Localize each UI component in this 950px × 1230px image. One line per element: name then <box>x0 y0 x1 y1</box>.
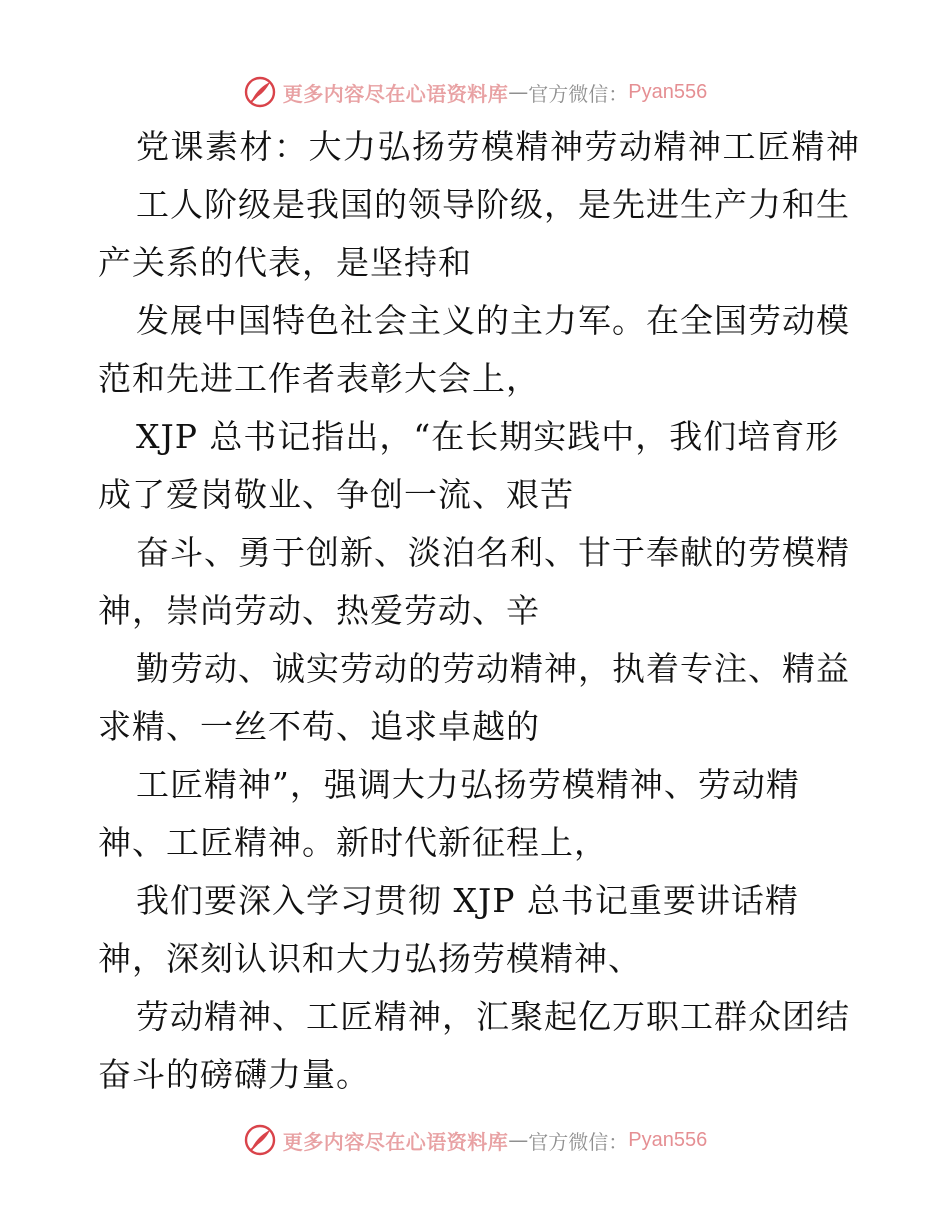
text-line: 勤劳动、诚实劳动的劳动精神，执着专注、精益 <box>136 649 850 688</box>
document-body <box>98 118 861 1104</box>
header-banner <box>0 72 950 112</box>
text-line: 求精、一丝不苟、追求卓越的 <box>98 707 540 746</box>
quill-logo-icon <box>243 75 277 109</box>
text-line: XJP 总书记指出，“在长期实践中，我们培育形 <box>136 417 840 456</box>
banner-main-text: 更多内容尽在心语资料库 <box>282 1129 509 1154</box>
text-line: 我们要深入学习贯彻 XJP 总书记重要讲话精 <box>136 881 799 920</box>
text-line: 神，深刻认识和大力弘扬劳模精神、 <box>98 939 642 978</box>
text-line: 产关系的代表，是坚持和 <box>98 243 472 282</box>
banner-separator: — <box>508 1128 529 1152</box>
text-line: 工匠精神”，强调大力弘扬劳模精神、劳动精 <box>136 765 800 804</box>
document-title: 党课素材：大力弘扬劳模精神劳动精神工匠精神 <box>136 127 861 166</box>
banner-wechat-id: Pyan556 <box>628 80 708 103</box>
banner-wechat-id: Pyan556 <box>628 1128 708 1151</box>
banner-wechat-label: 官方微信： <box>528 81 629 106</box>
banner-wechat-label: 官方微信： <box>528 1129 629 1154</box>
footer-banner <box>0 1120 950 1160</box>
text-line: 劳动精神、工匠精神，汇聚起亿万职工群众团结 <box>136 997 850 1036</box>
text-line: 奋斗的磅礴力量。 <box>98 1055 370 1094</box>
text-line: 成了爱岗敬业、争创一流、艰苦 <box>98 475 574 514</box>
text-line: 范和先进工作者表彰大会上， <box>98 359 540 398</box>
banner-separator: — <box>508 80 529 104</box>
text-line: 神，崇尚劳动、热爱劳动、辛 <box>98 591 540 630</box>
text-line: 工人阶级是我国的领导阶级，是先进生产力和生 <box>136 185 850 224</box>
text-line: 奋斗、勇于创新、淡泊名利、甘于奉献的劳模精 <box>136 533 850 572</box>
banner-main-text: 更多内容尽在心语资料库 <box>282 81 509 106</box>
text-line: 发展中国特色社会主义的主力军。在全国劳动模 <box>136 301 850 340</box>
text-line: 神、工匠精神。新时代新征程上， <box>98 823 608 862</box>
quill-logo-icon <box>243 1123 277 1157</box>
